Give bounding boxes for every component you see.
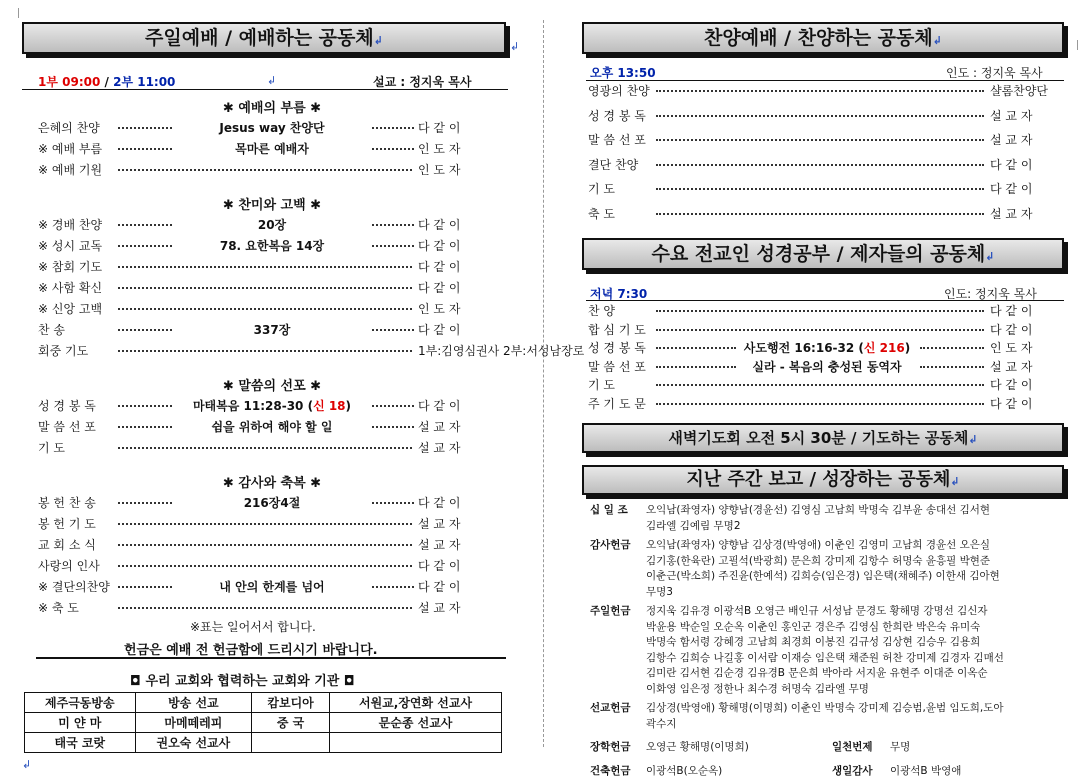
leader-dots [118,224,172,226]
item-label: 찬 송 [38,323,65,337]
item-detail-text: 337장 [253,323,291,337]
item-leader: 다 같 이 [418,399,461,413]
item-detail-text: 내 안의 한계를 넘어 [219,580,325,594]
leader-dots [118,607,412,609]
partner-row [25,733,502,753]
item-leader: 다 같 이 [990,322,1033,337]
item-label: 성 경 봉 독 [588,341,646,355]
report-names: 박명숙 함서령 강혜경 고남희 최경희 이봉진 김규성 김상현 김승우 김용희 [646,636,981,648]
item-leader: 샬롬찬양단 [990,84,1048,98]
worship-item [582,339,1072,359]
leader-dots [118,329,172,331]
item-detail-text: 마태복음 11:28-30 ( [192,399,314,413]
worship-item [582,82,1072,102]
praise-worship-banner: 찬양예배 / 찬양하는 공동체↲ [582,22,1064,54]
leader-dots [118,169,412,171]
item-leader: 다 같 이 [418,496,461,510]
leader-dots [656,329,984,331]
item-label: 기 도 [588,378,615,392]
wednesday-study-banner: 수요 전교인 성경공부 / 제자들의 공동체↲ [582,238,1064,270]
worship-item [22,279,522,299]
report-names: 김항수 김희승 나길홍 이서람 이재승 임은택 채준원 허찬 강미제 김경자 김매선 [646,651,1004,664]
partner-cell: 마메떼레피 [135,713,251,733]
report-label: 십 일 조 [590,504,628,516]
worship-item [582,156,1072,176]
item-label: 결단 찬양 [588,157,639,172]
item-label: 합 심 기 도 [588,322,646,337]
worship-item [22,515,522,535]
weekly-report-banner: 지난 주간 보고 / 성장하는 공동체↲ [582,465,1064,495]
dawn-prayer-banner: 새벽기도회 오전 5시 30분 / 기도하는 공동체↲ [582,423,1064,453]
worship-item [22,599,522,619]
report-names: 박윤용 박순일 오순옥 이춘인 홍인군 경은주 김영심 한희란 박은숙 유미숙 [646,620,981,633]
section-heading: ✱ 말씀의 선포 ✱ [222,379,322,394]
item-detail-close: ) [345,399,352,413]
item-leader: 다 같 이 [990,304,1033,318]
right-column [582,0,1072,777]
item-label: 성 경 봉 독 [588,108,646,123]
report-names: 이춘근(박소희) 주진윤(한예석) 김희승(임은경) 임은택(채혜주) 이한새 김아현 [646,570,1000,582]
report-label: 생일감사 [832,765,873,777]
leader-dots [372,586,414,588]
leader-dots [118,426,172,428]
leader-dots [656,366,736,368]
leader-dots [118,350,412,352]
evening-time: 저녁 7:30 [590,287,648,301]
leader-dots [118,308,412,310]
item-label: 사랑의 인사 [38,559,100,573]
worship-item [22,439,522,459]
partners-title: ◘ 우리 교회와 협력하는 교회와 기관 ◘ [130,674,355,689]
worship-item [22,119,522,139]
item-leader: 인 도 자 [990,341,1033,355]
worship-item [22,216,522,236]
item-label: ※ 축 도 [38,601,79,615]
partner-cell: 미 얀 마 [25,713,136,733]
item-leader: 설 교 자 [418,517,461,531]
item-label: 찬 양 [588,304,615,318]
item-label: 영광의 찬양 [588,84,650,98]
report-names: 김상경(박영애) 황해명(이명희) 이춘인 박명숙 강미제 김승범,윤범 임도희,도아 [646,702,1004,714]
item-leader: 설 교 자 [990,133,1033,147]
afternoon-time: 오후 13:50 [590,66,656,80]
item-detail-text: 실라 - 복음의 충성된 동역자 [752,359,902,374]
item-detail [172,119,372,136]
item-label: 은혜의 찬양 [38,121,100,135]
item-leader: 설 교 자 [418,538,461,552]
item-detail [702,358,952,375]
worship-item [582,180,1072,200]
item-leader: 다 같 이 [418,121,461,135]
report-names: 무명 [890,741,911,753]
worship-item [582,302,1072,322]
leader-dots [656,384,984,386]
afternoon-leader: 인도 : 정지욱 목사 [946,66,1043,80]
item-detail [172,321,372,338]
leader-dots [372,148,414,150]
partner-cell: 캄보디아 [252,693,330,713]
leader-dots [118,502,172,504]
worship-item [22,237,522,257]
left-column: 주일예배 / 예배하는 공동체↲ ↲ 1부 09:00 / 2부 11:00 ↲ 설교 : 정지욱 목사 ✱ 예배의 부름 ✱ 은혜의 찬양 Jesus way 찬양단 다 같 이 ※ 예배 부름 목마른 예배자 인 도 자 ※ 예배 기원 인 도 자 ✱ 찬미와 고백 ✱ ※ 경배 찬양 20장 다 같 이 ※ 성시 교독 78. 요한복음 14장 다 같 이 ※ 참회 기도 다 같 이 ※ 사함 확신 다 같 이 ※ 신앙 고백 인 도 자 찬 송 337장 다 같 이 회중 기도 1부:김영심권사 2부:서성남장로 ✱ 말씀의 선포 ✱ 성 경 봉 독 마태복음 11:28-30 (신 18) 다 같 이 말 씀 선 포 쉼을 위하여 해야 할 일 설 교 자 기 도 설 교 자 ✱ 감사와 축복 ✱ 봉 헌 찬 송 216장4절 다 같 이 봉 헌 기 도 설 교 자 교 회 소 식 설 교 자 사랑의 인사 다 같 이 ※ 결단의찬양 내 안의 한계를 넘어 다 같 이 ※ 축 도 설 교 자 ※표는 일어서서 합니다. 헌금은 예배 전 헌금함에 드리시기 바랍니다. ◘ 우리 교회와 협력하는 교회와 기관 ◘ 제주극동방송 방송 선교 캄보디아 서원교,장연화 선교사 미 얀 마 마메떼레피 중 국 문순종 선교사 태국 코랏 권오숙 선교사 ↲ [22,0,522,777]
item-label: ※ 참회 기도 [38,260,103,274]
leader-dots [656,403,984,405]
item-leader: 설 교 자 [990,206,1033,221]
leader-dots [118,287,412,289]
leader-dots [656,139,984,141]
report-label: 일천번제 [832,741,873,753]
leader-dots [920,366,984,368]
worship-item [582,107,1072,127]
item-detail [172,578,372,595]
item-leader: 설 교 자 [418,441,461,455]
item-label: 봉 헌 찬 송 [38,496,96,510]
item-leader: 다 같 이 [418,239,461,253]
leader-dots [372,426,414,428]
report-label: 장학헌금 [590,741,631,753]
item-detail-text: 쉼을 위하여 해야 할 일 [211,420,333,434]
item-leader: 다 같 이 [418,559,461,573]
report-names: 이광석B 박영애 [890,765,962,777]
item-leader: 인 도 자 [418,142,461,156]
item-label: ※ 예배 부름 [38,142,103,156]
item-label: 기 도 [38,441,65,455]
worship-item [22,578,522,598]
item-label: 말 씀 선 포 [588,359,646,374]
partner-cell: 방송 선교 [135,693,251,713]
worship-item [22,140,522,160]
leader-dots [656,347,736,349]
leader-dots [372,502,414,504]
item-detail [172,140,372,157]
report-names: 김미란 김서현 김순경 김유경B 문은희 박아라 서지윤 유현주 이대준 이옥순 [646,667,988,679]
item-detail [702,339,952,356]
worship-item [22,321,522,341]
item-label: 축 도 [588,206,615,221]
item-leader: 설 교 자 [990,108,1033,123]
partner-row [25,713,502,733]
item-label: 회중 기도 [38,344,89,358]
leader-dots [656,115,984,117]
worship-item [22,494,522,514]
partner-cell [252,733,330,753]
worship-item [582,321,1072,341]
evening-leader: 인도: 정지욱 목사 [944,287,1037,301]
item-leader: 다 같 이 [990,396,1033,411]
worship-item [22,258,522,278]
report-names: 오영근 황해명(이명희) [646,741,749,753]
leader-dots [118,544,412,546]
worship-item [22,397,522,417]
report-label: 선교헌금 [590,702,631,714]
item-leader: 다 같 이 [418,323,461,337]
item-detail-text: Jesus way 찬양단 [219,121,325,135]
partner-cell: 권오숙 선교사 [135,733,251,753]
report-label: 건축헌금 [590,765,631,777]
leader-dots [656,213,984,215]
item-label: ※ 결단의찬양 [38,580,110,594]
report-names: 오익남(좌영자) 양향남 김상경(박영애) 이춘인 김영미 고남희 경윤선 오은실 [646,539,991,551]
item-label: 말 씀 선 포 [588,133,646,147]
partner-cell: 태국 코랏 [25,733,136,753]
item-label: 교 회 소 식 [38,538,96,552]
report-label: 감사헌금 [590,539,631,551]
worship-item [22,342,585,362]
item-detail-text: 목마른 예배자 [235,142,309,156]
hymn-number: 신 18 [313,399,346,413]
item-leader: 인 도 자 [418,163,461,177]
leader-dots [118,266,412,268]
worship-item [582,358,1072,378]
leader-dots [118,565,412,567]
report-names: 오익남(좌영자) 양향남(경윤선) 김영심 고남희 박명숙 김부윤 송대선 김서현 [646,504,991,516]
column-divider [543,20,544,747]
report-names: 정지욱 김유경 이광석B 오영근 배인규 서성남 문경도 황해명 강명선 김신자 [646,605,988,617]
report-label: 주일헌금 [590,605,631,617]
item-leader: 다 같 이 [418,218,461,232]
report-names: 이화영 임은정 정한나 최수경 허명숙 김라엘 무명 [646,682,869,695]
leader-dots [656,310,984,312]
item-leader: 다 같 이 [418,281,461,295]
item-leader: 설 교 자 [418,601,461,615]
item-leader: 다 같 이 [990,182,1033,196]
partner-cell: 서원교,장연화 선교사 [330,693,502,713]
worship-item [582,205,1072,225]
leader-dots [118,148,172,150]
report-names: 이광석B(오순옥) [646,765,723,777]
item-label: ※ 경배 찬양 [38,218,103,232]
item-leader: 설 교 자 [990,359,1033,374]
report-names: 김라엘 김예림 무명2 [646,519,741,532]
item-label: ※ 사함 확신 [38,281,103,295]
item-label: 봉 헌 기 도 [38,517,96,531]
item-detail-text: 20장 [257,218,287,232]
leader-dots [372,405,414,407]
item-label: 주 기 도 문 [588,396,646,411]
report-names: 무명3 [646,585,673,598]
worship-item [22,300,522,320]
report-names: 김기홍(한육란) 고필석(박광희) 문은희 강미제 김항수 허명숙 윤흥필 박현준 [646,554,991,567]
section-heading: ✱ 예배의 부름 ✱ [222,101,322,116]
leader-dots [118,447,412,449]
item-label: 기 도 [588,182,615,196]
service-times: 1부 09:00 / 2부 11:00 [38,75,176,89]
leader-dots [118,586,172,588]
item-detail [172,418,372,435]
item-leader: 인 도 자 [418,302,461,316]
item-detail [172,237,372,254]
leader-dots [372,224,414,226]
item-label: ※ 예배 기원 [38,163,103,177]
item-leader: 설 교 자 [418,420,461,434]
worship-item [582,131,1072,151]
item-leader: 1부:김영심권사 2부:서성남장로 [418,344,585,358]
leader-dots [372,127,414,129]
item-detail-text: 78. 요한복음 14장 [219,239,325,253]
offering-note: 헌금은 예배 전 헌금함에 드리시기 바랍니다. [124,643,378,658]
leader-dots [118,405,172,407]
item-leader: 다 같 이 [990,157,1033,172]
preacher: 설교 : 정지욱 목사 [373,75,472,89]
partner-cell: 문순종 선교사 [330,713,502,733]
item-leader: 다 같 이 [990,378,1033,392]
section-heading: ✱ 찬미와 고백 ✱ [222,198,322,213]
item-label: 성 경 봉 독 [38,399,96,413]
worship-item [22,536,522,556]
leader-dots [118,245,172,247]
leader-dots [118,127,172,129]
leader-dots [656,90,984,92]
item-detail [172,397,372,414]
partner-cell: 중 국 [252,713,330,733]
partners-table [24,692,502,753]
worship-item [22,418,522,438]
partner-cell: 제주극동방송 [25,693,136,713]
worship-item [22,161,522,181]
item-detail-text: 사도행전 16:16-32 ( [743,341,864,355]
leader-dots [920,347,984,349]
report-names: 곽수지 [646,717,677,730]
item-label: ※ 신앙 고백 [38,302,103,316]
worship-item [582,395,1072,415]
partner-row [25,693,502,713]
partner-cell [330,733,502,753]
item-leader: 다 같 이 [418,580,461,594]
section-heading: ✱ 감사와 축복 ✱ [222,476,322,491]
item-label: 말 씀 선 포 [38,420,96,434]
hymn-number: 신 216 [863,341,905,355]
standing-note: ※표는 일어서서 합니다. [190,620,316,634]
leader-dots [118,523,412,525]
item-label: ※ 성시 교독 [38,239,103,253]
item-detail-close: ) [904,341,911,355]
leader-dots [656,164,984,166]
item-detail-text: 216장4절 [243,496,301,510]
worship-item [582,376,1072,396]
leader-dots [656,188,984,190]
sunday-worship-banner: 주일예배 / 예배하는 공동체↲ [22,22,506,54]
item-leader: 다 같 이 [418,260,461,274]
item-detail [172,494,372,511]
item-detail [172,216,372,233]
worship-item [22,557,522,577]
leader-dots [372,329,414,331]
leader-dots [372,245,414,247]
